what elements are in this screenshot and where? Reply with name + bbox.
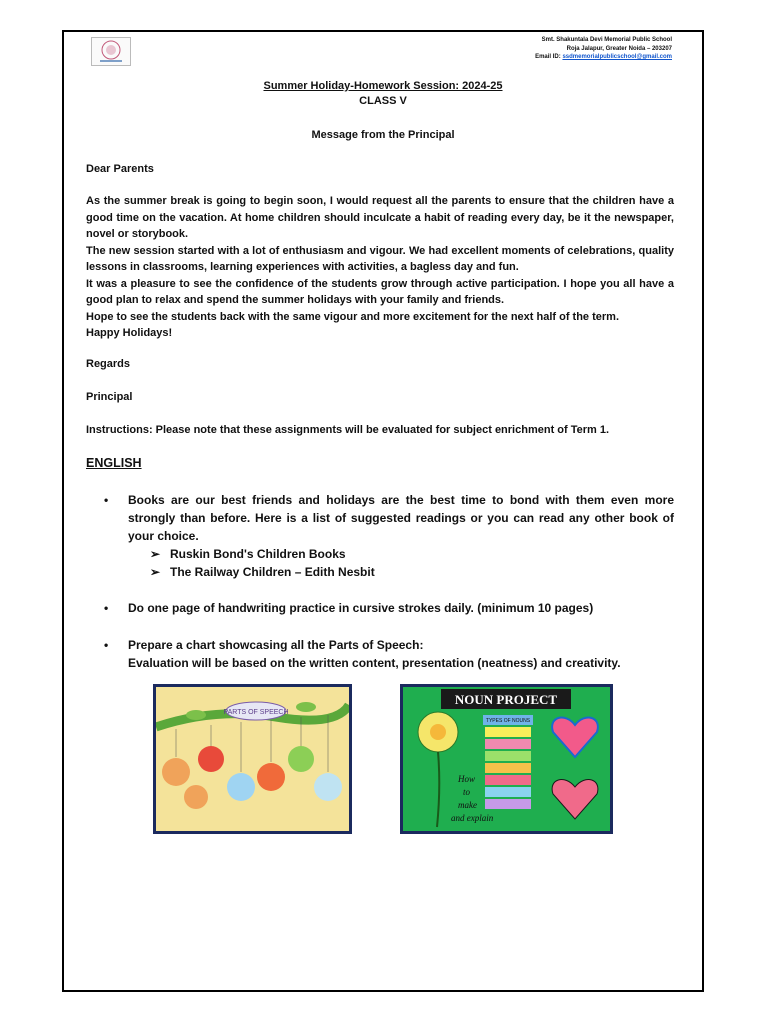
english-heading: ENGLISH <box>86 456 142 470</box>
types-label: TYPES OF NOUNS <box>485 718 531 724</box>
message-paragraph: It was a pleasure to see the confidence of the students grow through active participation. I hope you all have a good plan to relax and spend the summer holidays with your family and friends. <box>86 277 674 306</box>
reading-title: The Railway Children – Edith Nesbit <box>170 565 375 579</box>
regards: Regards <box>86 358 131 370</box>
school-name: Smt. Shakuntala Devi Memorial Public School <box>541 37 672 43</box>
email-label: Email ID: <box>535 54 561 60</box>
instructions: Instructions: Please note that these assignments will be evaluated for subject enrichment of Term 1. <box>86 424 610 436</box>
list-item-line: Evaluation will be based on the written content, presentation (neatness) and creativity. <box>128 656 621 670</box>
school-info <box>535 36 672 62</box>
greeting: Dear Parents <box>86 163 154 175</box>
list-item-text <box>128 636 674 672</box>
noun-project-title: NOUN PROJECT <box>454 692 558 707</box>
list-item <box>104 599 674 617</box>
signatory: Principal <box>86 391 133 403</box>
how-to-text: and explain <box>451 813 494 823</box>
parts-of-speech-chart-image <box>153 684 352 834</box>
document-title: Summer Holiday-Homework Session: 2024-25 <box>263 80 503 92</box>
school-logo <box>91 37 131 66</box>
arrow-icon: ➢ <box>150 565 161 579</box>
noun-project-chart-image <box>400 684 613 834</box>
list-item-line: Prepare a chart showcasing all the Parts of Speech: <box>128 638 424 652</box>
arrow-icon: ➢ <box>150 547 161 561</box>
how-to-text: How <box>458 774 476 784</box>
poster-label: PARTS OF SPEECH <box>223 709 289 716</box>
school-address: Roja Jalapur, Greater Noida – 203207 <box>566 45 672 52</box>
how-to-text: to <box>463 787 471 797</box>
principal-message <box>86 193 674 342</box>
email-link[interactable]: ssdmemorialpublicschool@gmail.com <box>562 54 672 60</box>
bullet-icon: • <box>104 638 109 652</box>
class-label: CLASS V <box>359 95 407 107</box>
bullet-icon: • <box>104 601 109 615</box>
list-item <box>104 491 674 545</box>
list-item-text: Books are our best friends and holidays are the best time to bond with them even more strongly than before. Here is a list of suggested readings or you can read any other book of your choice. <box>128 493 674 543</box>
bullet-icon: • <box>104 493 109 507</box>
list-item-text: Do one page of handwriting practice in cursive strokes daily. (minimum 10 pages) <box>128 601 594 615</box>
how-to-text: make <box>458 800 477 810</box>
message-paragraph: Happy Holidays! <box>86 327 173 339</box>
message-title: Message from the Principal <box>311 129 455 141</box>
reading-title: Ruskin Bond's Children Books <box>170 547 346 561</box>
list-item <box>104 636 674 672</box>
message-paragraph: As the summer break is going to begin soon, I would request all the parents to ensure that the children have a good time on the vacation. At home children should inculcate a habit of reading every day, be it the newspaper, novel or storybook. <box>86 195 674 240</box>
school-email-row <box>535 53 672 62</box>
reading-item <box>150 563 375 581</box>
message-paragraph: The new session started with a lot of enthusiasm and vigour. We had excellent moments of celebrations, quality lessons in classrooms, learning experiences with activities, a bagless day and fun. <box>86 244 674 273</box>
message-paragraph: Hope to see the students back with the same vigour and more excitement for the next half of the term. <box>86 310 619 323</box>
reading-item <box>150 545 346 563</box>
